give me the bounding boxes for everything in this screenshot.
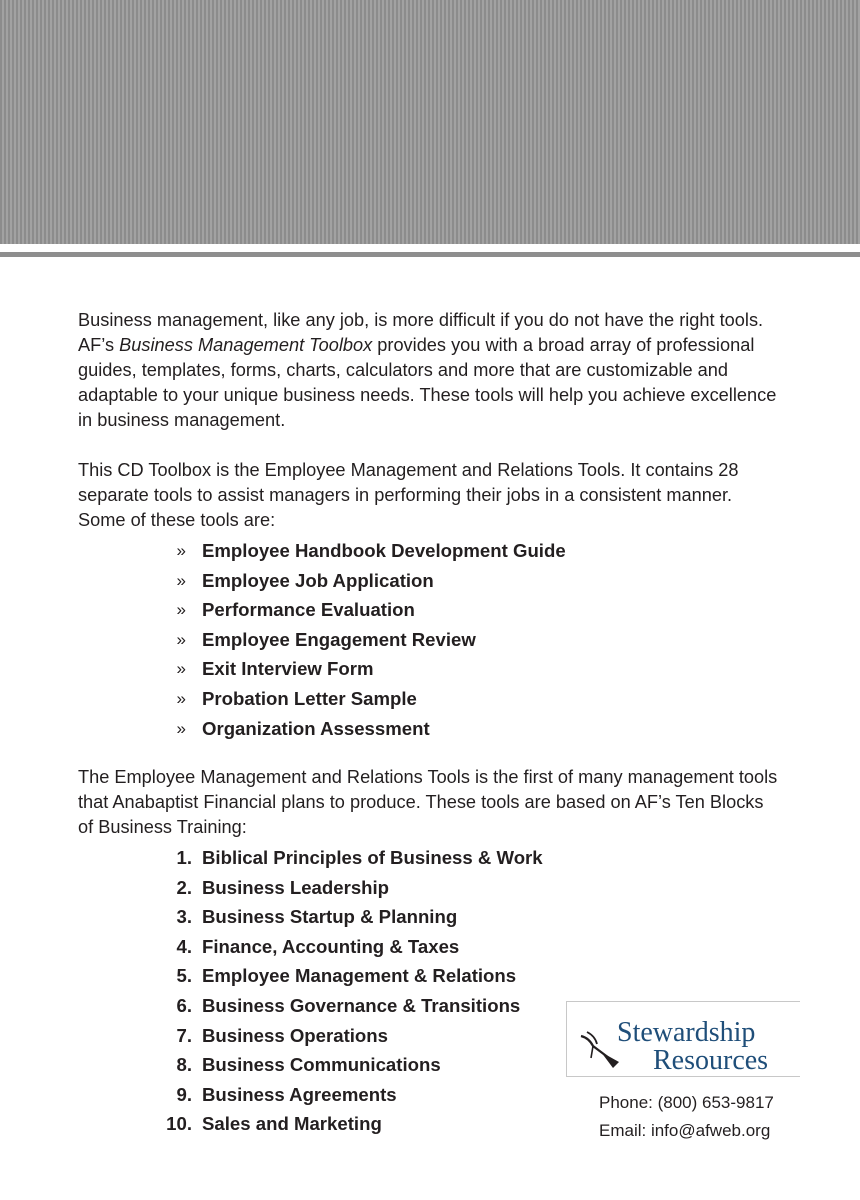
phone-text: Phone: (800) 653-9817	[599, 1093, 774, 1112]
block-number: 6.	[176, 994, 192, 1016]
email-text: Email: info@afweb.org	[599, 1121, 771, 1140]
intro-paragraph	[78, 308, 778, 433]
bullet-marker: »	[176, 541, 186, 560]
intro-text-after: provides you with a broad array of professional guides, templates, forms, charts, calculators and more that are customizable and adaptable to your unique business needs. These tools will help you achieve excellence in business management.	[78, 335, 777, 430]
block-label: Finance, Accounting & Taxes	[202, 935, 460, 957]
block-label: Business Agreements	[202, 1083, 397, 1105]
bullet-marker: »	[176, 659, 186, 679]
block-number: 10.	[166, 1113, 192, 1135]
block-label: Business Leadership	[202, 876, 390, 898]
block-label: Business Startup & Planning	[202, 906, 458, 928]
tool-label: Employee Job Application	[202, 569, 434, 591]
block-label: Business Governance & Transitions	[202, 994, 521, 1016]
toolbox-paragraph: This CD Toolbox is the Employee Management and Relations Tools. It contains 28 separate tools to assist managers in performing their jobs in a consistent manner. Some of these tools are:	[78, 460, 739, 530]
bullet-marker: »	[176, 718, 186, 738]
header-band	[0, 0, 860, 244]
tool-label: Probation Letter Sample	[202, 687, 417, 709]
tool-label: Performance Evaluation	[202, 599, 415, 621]
bullet-marker: »	[176, 600, 186, 620]
block-number: 9.	[176, 1083, 192, 1105]
block-number: 8.	[176, 1054, 192, 1076]
block-number: 3.	[176, 906, 192, 928]
logo-line1: Stewardship	[617, 1017, 756, 1048]
block-number: 5.	[176, 965, 192, 987]
block-label: Biblical Principles of Business & Work	[202, 847, 543, 868]
tool-label: Employee Handbook Development Guide	[202, 540, 566, 561]
block-number: 2.	[176, 876, 192, 898]
blocks-paragraph: The Employee Management and Relations Tools is the first of many management tools that Anabaptist Financial plans to produce. These tools are based on AF’s Ten Blocks of Business Training:	[78, 767, 778, 837]
block-number: 4.	[176, 935, 192, 957]
toolbox-title: Business Management Toolbox	[119, 335, 373, 355]
bullet-marker: »	[176, 688, 186, 708]
tool-label: Exit Interview Form	[202, 658, 374, 680]
block-label: Employee Management & Relations	[202, 965, 517, 987]
stewardship-resources-logo	[566, 1001, 800, 1077]
bullet-marker: »	[176, 570, 186, 590]
tool-label: Employee Engagement Review	[202, 628, 476, 650]
header-rule	[0, 252, 860, 257]
logo-line2: Resources	[653, 1045, 769, 1076]
bullet-marker: »	[176, 629, 186, 649]
block-label: Sales and Marketing	[202, 1113, 382, 1135]
tool-label: Organization Assessment	[202, 717, 430, 739]
header-gap	[0, 244, 860, 252]
intro-text-before: Business management, like any job, is more difficult if you do not have the right tools. AF’s	[78, 310, 764, 355]
contact-info	[599, 1089, 774, 1145]
block-number: 1.	[176, 847, 192, 868]
block-label: Business Operations	[202, 1024, 388, 1046]
block-number: 7.	[176, 1024, 192, 1046]
block-label: Business Communications	[202, 1054, 441, 1076]
